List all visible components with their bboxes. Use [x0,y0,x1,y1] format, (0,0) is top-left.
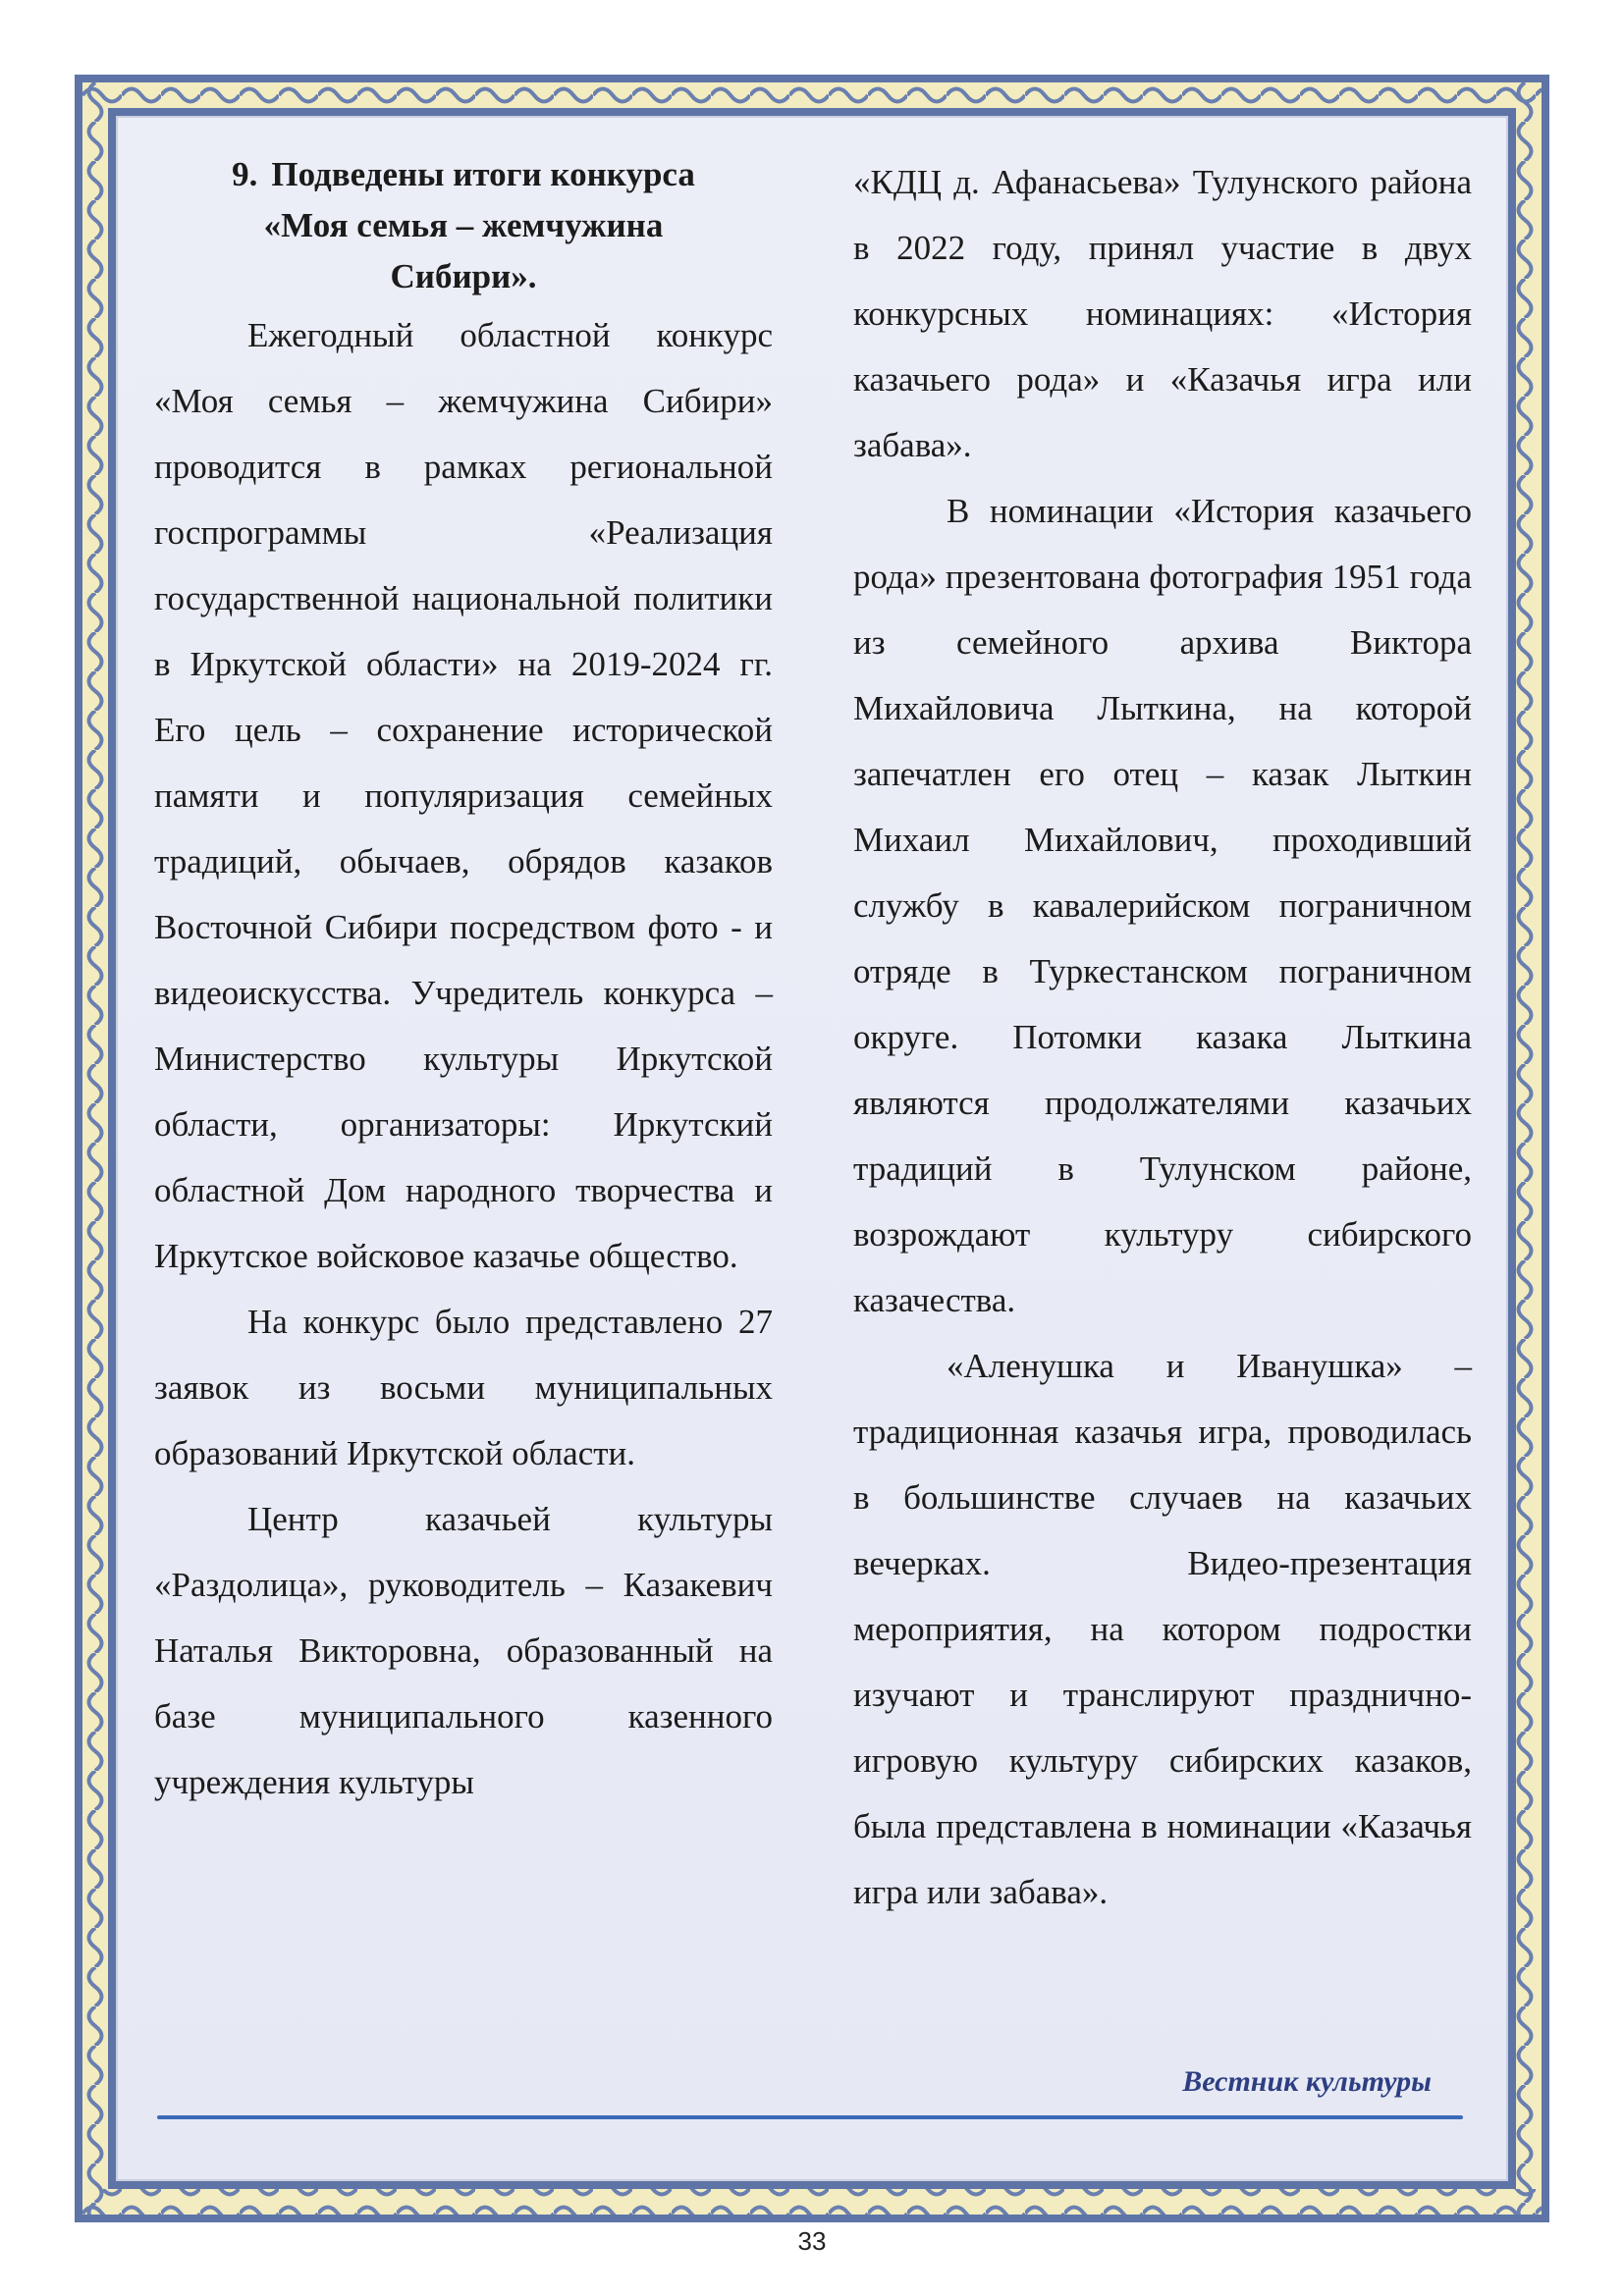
footer-rule [157,2115,1463,2119]
article-heading [154,149,773,302]
paragraph-cossack-game: «Аленушка и Иванушка» – традиционная казачья игра, проводилась в большинстве случаев на казачьих вечерках. Видео-презентация мероприятия, на котором подростки изучают и транслируют празднично-игровую культуру сибирских казаков, была представлена в номинации «Казачья игра или забава». [853,1347,1472,1911]
heading-line-2: «Моя семья – жемчужина [263,206,664,244]
paragraph-center: Центр казачьей культуры «Раздолица», руководитель – Казакевич Наталья Викторовна, образованный на базе муниципального казенного учреждения культуры [154,1500,773,1801]
publication-masthead: Вестник культуры [1182,2065,1432,2098]
paragraph-family-history: В номинации «История казачьего рода» презентована фотография 1951 года из семейного архива Виктора Михайловича Лыткина, на которой запечатлен его отец – казак Лыткин Михаил Михайлович, проходивший службу в кавалерийском пограничном отряде в Туркестанском пограничном округе. Потомки казака Лыткина являются продолжателями казачьих традиций в Тулунском районе, возрождают культуру сибирского казачества. [853,492,1472,1319]
heading-line-1: Подведены итоги конкурса [271,155,695,193]
right-column [853,149,1472,1925]
paragraph-applications: На конкурс было представлено 27 заявок из восьми муниципальных образований Иркутской области. [154,1303,773,1472]
page-number: 33 [797,2226,827,2256]
paragraph-intro: Ежегодный областной конкурс «Моя семья – жемчужина Сибири» проводится в рамках региональной госпрограммы «Реализация государственной национальной политики в Иркутской области» на 2019-2024 гг. Его цель – сохранение исторической памяти и популяризация семейных традиций, обычаев, обрядов казаков Восточной Сибири посредством фото - и видеоискусства. Учредитель конкурса – Министерство культуры Иркутской области, организаторы: Иркутский областной Дом народного творчества и Иркутское войсковое казачье общество. [154,316,773,1275]
paragraph-participation: «КДЦ д. Афанасьева» Тулунского района в 2022 году, принял участие в двух конкурсных номинациях: «История казачьего рода» и «Казачья игра или забава». [853,163,1472,464]
heading-number: 9. [232,155,258,193]
heading-line-3: Сибири». [390,257,537,295]
left-column [154,149,773,1815]
